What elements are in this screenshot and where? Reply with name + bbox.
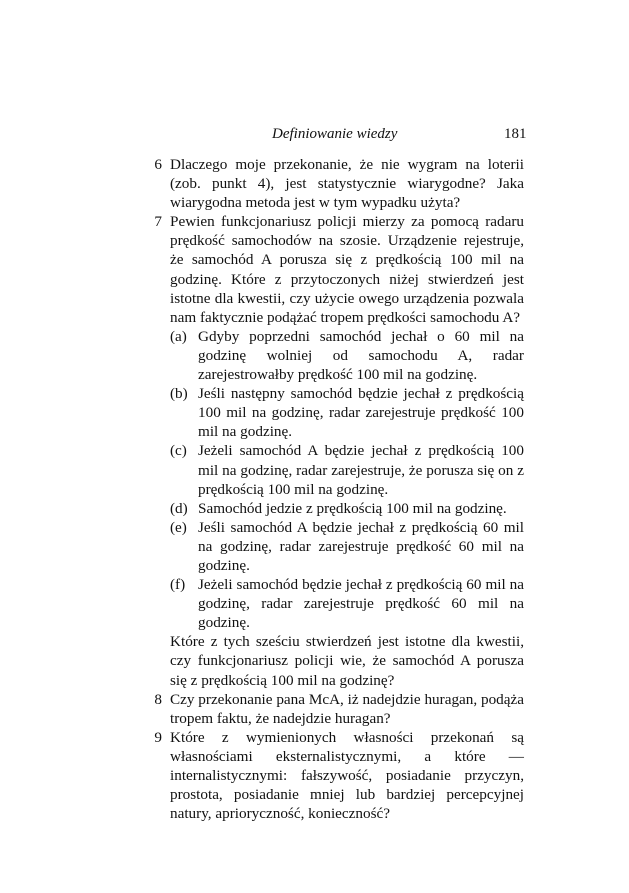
question-text: Pewien funkcjonariusz policji mierzy za pomocą radaru prędkość samochodów na szosie. Urządzenie rejestruje, że samochód A porusza się z prędkością 100 mil na godzinę. Które z przytoczonych niżej stwierdzeń jest istotne dla kwestii, czy użycie owego urządzenia pozwala nam faktycznie podążać tropem prędkości samochodu A?: [170, 213, 524, 326]
option-text: Jeżeli samochód będzie jechał z prędkością 60 mil na godzinę, radar zarejestruje prędkość 60 mil na godzinę.: [198, 576, 524, 632]
question-number: 9: [154, 728, 162, 746]
option-text: Samochód jedzie z prędkością 100 mil na godzinę.: [198, 499, 507, 517]
option-text: Jeśli następny samochód będzie jechał z prędkością 100 mil na godzinę, radar zarejestruje prędkość 100 mil na godzinę.: [198, 385, 524, 441]
question-text: Dlaczego moje przekonanie, że nie wygram na loterii (zob. punkt 4), jest statystycznie wiarygodne? Jaka wiarygodna metoda jest w tym wypadku użyta?: [170, 156, 524, 212]
option-f: [170, 575, 524, 632]
question-text: Czy przekonanie pana McA, iż nadejdzie huragan, podąża tropem faktu, że nadejdzie huragan?: [170, 690, 524, 727]
question-number: 6: [154, 156, 162, 173]
option-d: [170, 499, 524, 518]
page-header: [0, 126, 629, 146]
answer-options: [170, 327, 524, 633]
question-6: [140, 155, 524, 212]
option-label: (d): [170, 499, 188, 517]
question-8: [140, 690, 524, 728]
option-label: (a): [170, 327, 187, 345]
running-title: Definiowanie wiedzy: [272, 126, 398, 142]
question-9: [140, 728, 524, 823]
question-7: [140, 212, 524, 689]
option-label: (c): [170, 442, 187, 460]
option-text: Gdyby poprzedni samochód jechał o 60 mil na godzinę wolniej od samochodu A, radar zarejestrowałby prędkość 100 mil na godzinę.: [198, 327, 524, 384]
question-number: 8: [154, 690, 162, 708]
page-number: 181: [504, 126, 527, 142]
option-label: (f): [170, 576, 186, 594]
option-label: (b): [170, 385, 188, 403]
option-b: [170, 384, 524, 441]
option-text: Jeżeli samochód A będzie jechał z prędkością 100 mil na godzinę, radar zarejestruje, że porusza się on z prędkością 100 mil na godzinę.: [198, 442, 524, 498]
option-e: [170, 518, 524, 575]
followup-question: Które z tych sześciu stwierdzeń jest istotne dla kwestii, czy funkcjonariusz policji wie, że samochód A porusza się z prędkością 100 mil na godzinę?: [170, 633, 524, 689]
option-label: (e): [170, 518, 187, 536]
question-number: 7: [154, 213, 162, 231]
exercise-list: [140, 155, 524, 823]
question-text: Które z wymienionych własności przekonań są własnościami eksternalistycznymi, a które — internalistycznymi: fałszywość, posiadanie przyczyn, prostota, posiadanie mniej lub bardziej percepcyjnej natury, aprioryczność, konieczność?: [170, 728, 524, 823]
option-a: [170, 327, 524, 384]
option-c: [170, 441, 524, 498]
option-text: Jeśli samochód A będzie jechał z prędkością 60 mil na godzinę, radar zarejestruje prędkość 60 mil na godzinę.: [198, 518, 524, 574]
